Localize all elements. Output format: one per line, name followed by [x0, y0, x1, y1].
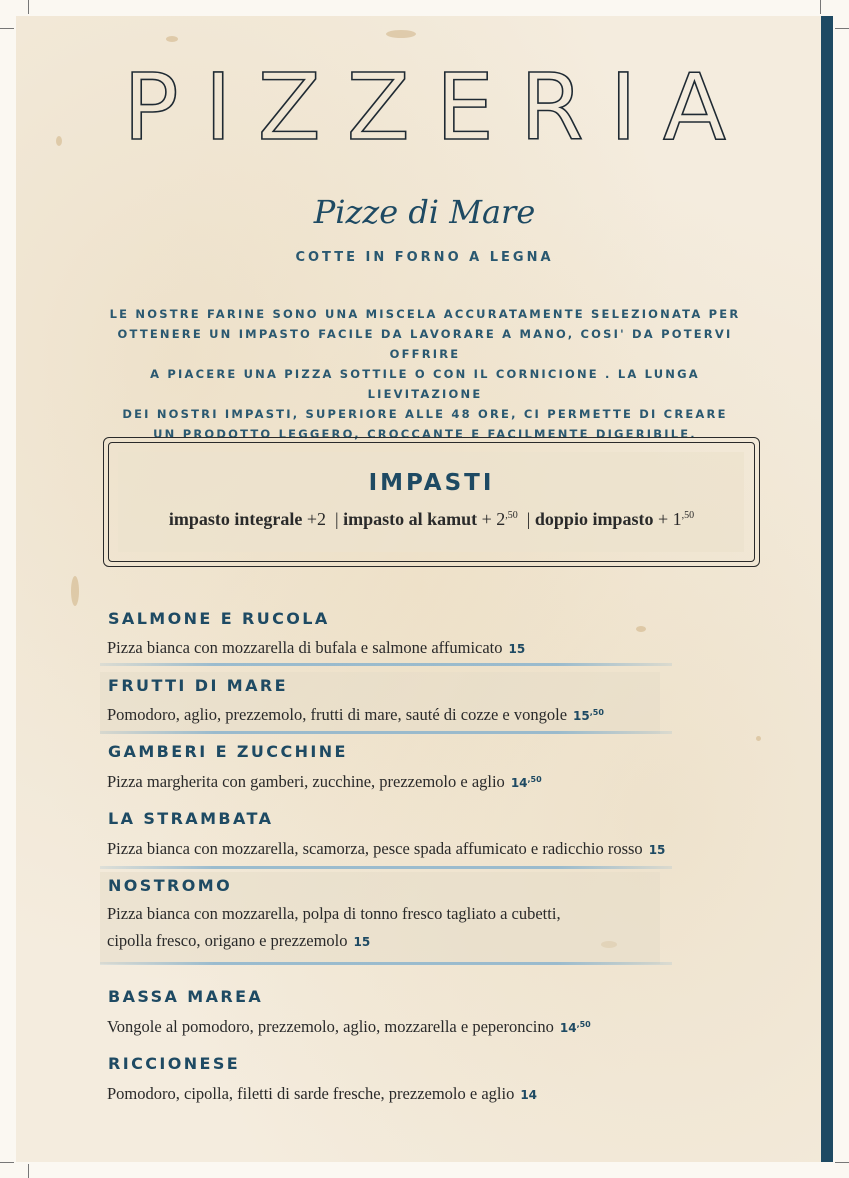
- paper-stain: [756, 736, 761, 741]
- crop-mark: [835, 1162, 849, 1163]
- crop-mark: [28, 0, 29, 14]
- impasti-options: [103, 509, 760, 530]
- impasti-separator: |: [335, 509, 339, 529]
- divider: [100, 663, 672, 666]
- menu-item-desc: Pizza bianca con mozzarella, scamorza, pesce spada affumicato e radicchio rosso 15: [107, 839, 666, 858]
- impasti-option-price: +2: [306, 509, 327, 529]
- intro-line: OTTENERE UN IMPASTO FACILE DA LAVORARE A MANO, COSI' DA POTERVI OFFRIRE: [117, 327, 733, 361]
- divider: [100, 866, 672, 869]
- menu-item-desc: Pizza bianca con mozzarella di bufala e salmone affumicato 15: [107, 638, 526, 657]
- menu-item-desc: Pizza margherita con gamberi, zucchine, prezzemolo e aglio $14^{,50}$: [107, 772, 542, 791]
- menu-item-name: GAMBERI E ZUCCHINE: [108, 742, 348, 761]
- menu-item-price: 15: [648, 843, 666, 857]
- divider: [100, 962, 672, 965]
- impasti-option-price: + 1: [657, 509, 682, 529]
- crop-mark: [0, 28, 14, 29]
- crop-mark: [820, 0, 821, 14]
- menu-item-price: 15: [353, 935, 371, 949]
- impasti-option-cents: ,50: [681, 510, 695, 521]
- intro-line: DEI NOSTRI IMPASTI, SUPERIORE ALLE 48 ORE, CI PERMETTE DI CREARE: [122, 407, 728, 421]
- menu-item-name: FRUTTI DI MARE: [108, 676, 288, 695]
- crop-mark: [0, 1162, 14, 1163]
- edge-bar: [821, 16, 833, 1162]
- menu-item-name: LA STRAMBATA: [108, 809, 274, 828]
- menu-item-price: 15: [508, 642, 526, 656]
- impasti-option-price: + 2: [481, 509, 506, 529]
- impasti-option-name: impasto integrale: [168, 509, 303, 529]
- intro-paragraph: [100, 304, 750, 444]
- impasti-option-cents: ,50: [505, 510, 518, 521]
- page-title: PIZZERIA: [123, 54, 752, 161]
- intro-line: UN PRODOTTO LEGGERO, CROCCANTE E FACILMENTE DIGERIBILE.: [153, 427, 697, 441]
- menu-item-price: $14^{,50}$: [510, 775, 542, 790]
- paper-stain: [386, 30, 416, 38]
- tagline: COTTE IN FORNO A LEGNA: [295, 250, 554, 265]
- crop-mark: [28, 1164, 29, 1178]
- menu-item-name: SALMONE E RUCOLA: [108, 609, 330, 628]
- menu-item-desc: Pizza bianca con mozzarella, polpa di tonno fresco tagliato a cubetti, cipolla fresco, origano e prezzemolo 15: [107, 904, 561, 950]
- crop-mark: [835, 28, 849, 29]
- menu-item-name: BASSA MAREA: [108, 987, 264, 1006]
- menu-item-price: $15^{,50}$: [573, 708, 604, 723]
- impasti-option-name: doppio impasto: [534, 509, 654, 529]
- menu-item-desc: Vongole al pomodoro, prezzemolo, aglio, mozzarella e peperoncino $14^{,50}$: [107, 1017, 591, 1036]
- impasti-title: IMPASTI: [368, 470, 495, 496]
- impasti-inner-border: [108, 442, 755, 562]
- menu-item-price: $14^{,50}$: [559, 1020, 591, 1035]
- page-subtitle: Pizze di Mare: [313, 193, 536, 231]
- impasti-box: [103, 437, 760, 567]
- impasti-separator: |: [526, 509, 531, 529]
- intro-line: A PIACERE UNA PIZZA SOTTILE O CON IL CORNICIONE . LA LUNGA LIEVITAZIONE: [150, 367, 700, 401]
- intro-line: LE NOSTRE FARINE SONO UNA MISCELA ACCURATAMENTE SELEZIONATA PER: [109, 307, 741, 321]
- impasti-option-name: impasto al kamut: [343, 509, 478, 529]
- menu-item-price: 14: [520, 1088, 538, 1102]
- paper-stain: [636, 626, 646, 632]
- paper-stain: [71, 576, 79, 606]
- divider: [100, 731, 672, 734]
- menu-item-name: RICCIONESE: [108, 1054, 241, 1073]
- menu-item-desc: Pomodoro, aglio, prezzemolo, frutti di mare, sauté di cozze e vongole $15^{,50}$: [107, 705, 604, 724]
- menu-item-name: NOSTROMO: [108, 876, 233, 895]
- menu-item-desc: Pomodoro, cipolla, filetti di sarde fresche, prezzemolo e aglio 14: [107, 1084, 538, 1103]
- paper-stain: [166, 36, 178, 42]
